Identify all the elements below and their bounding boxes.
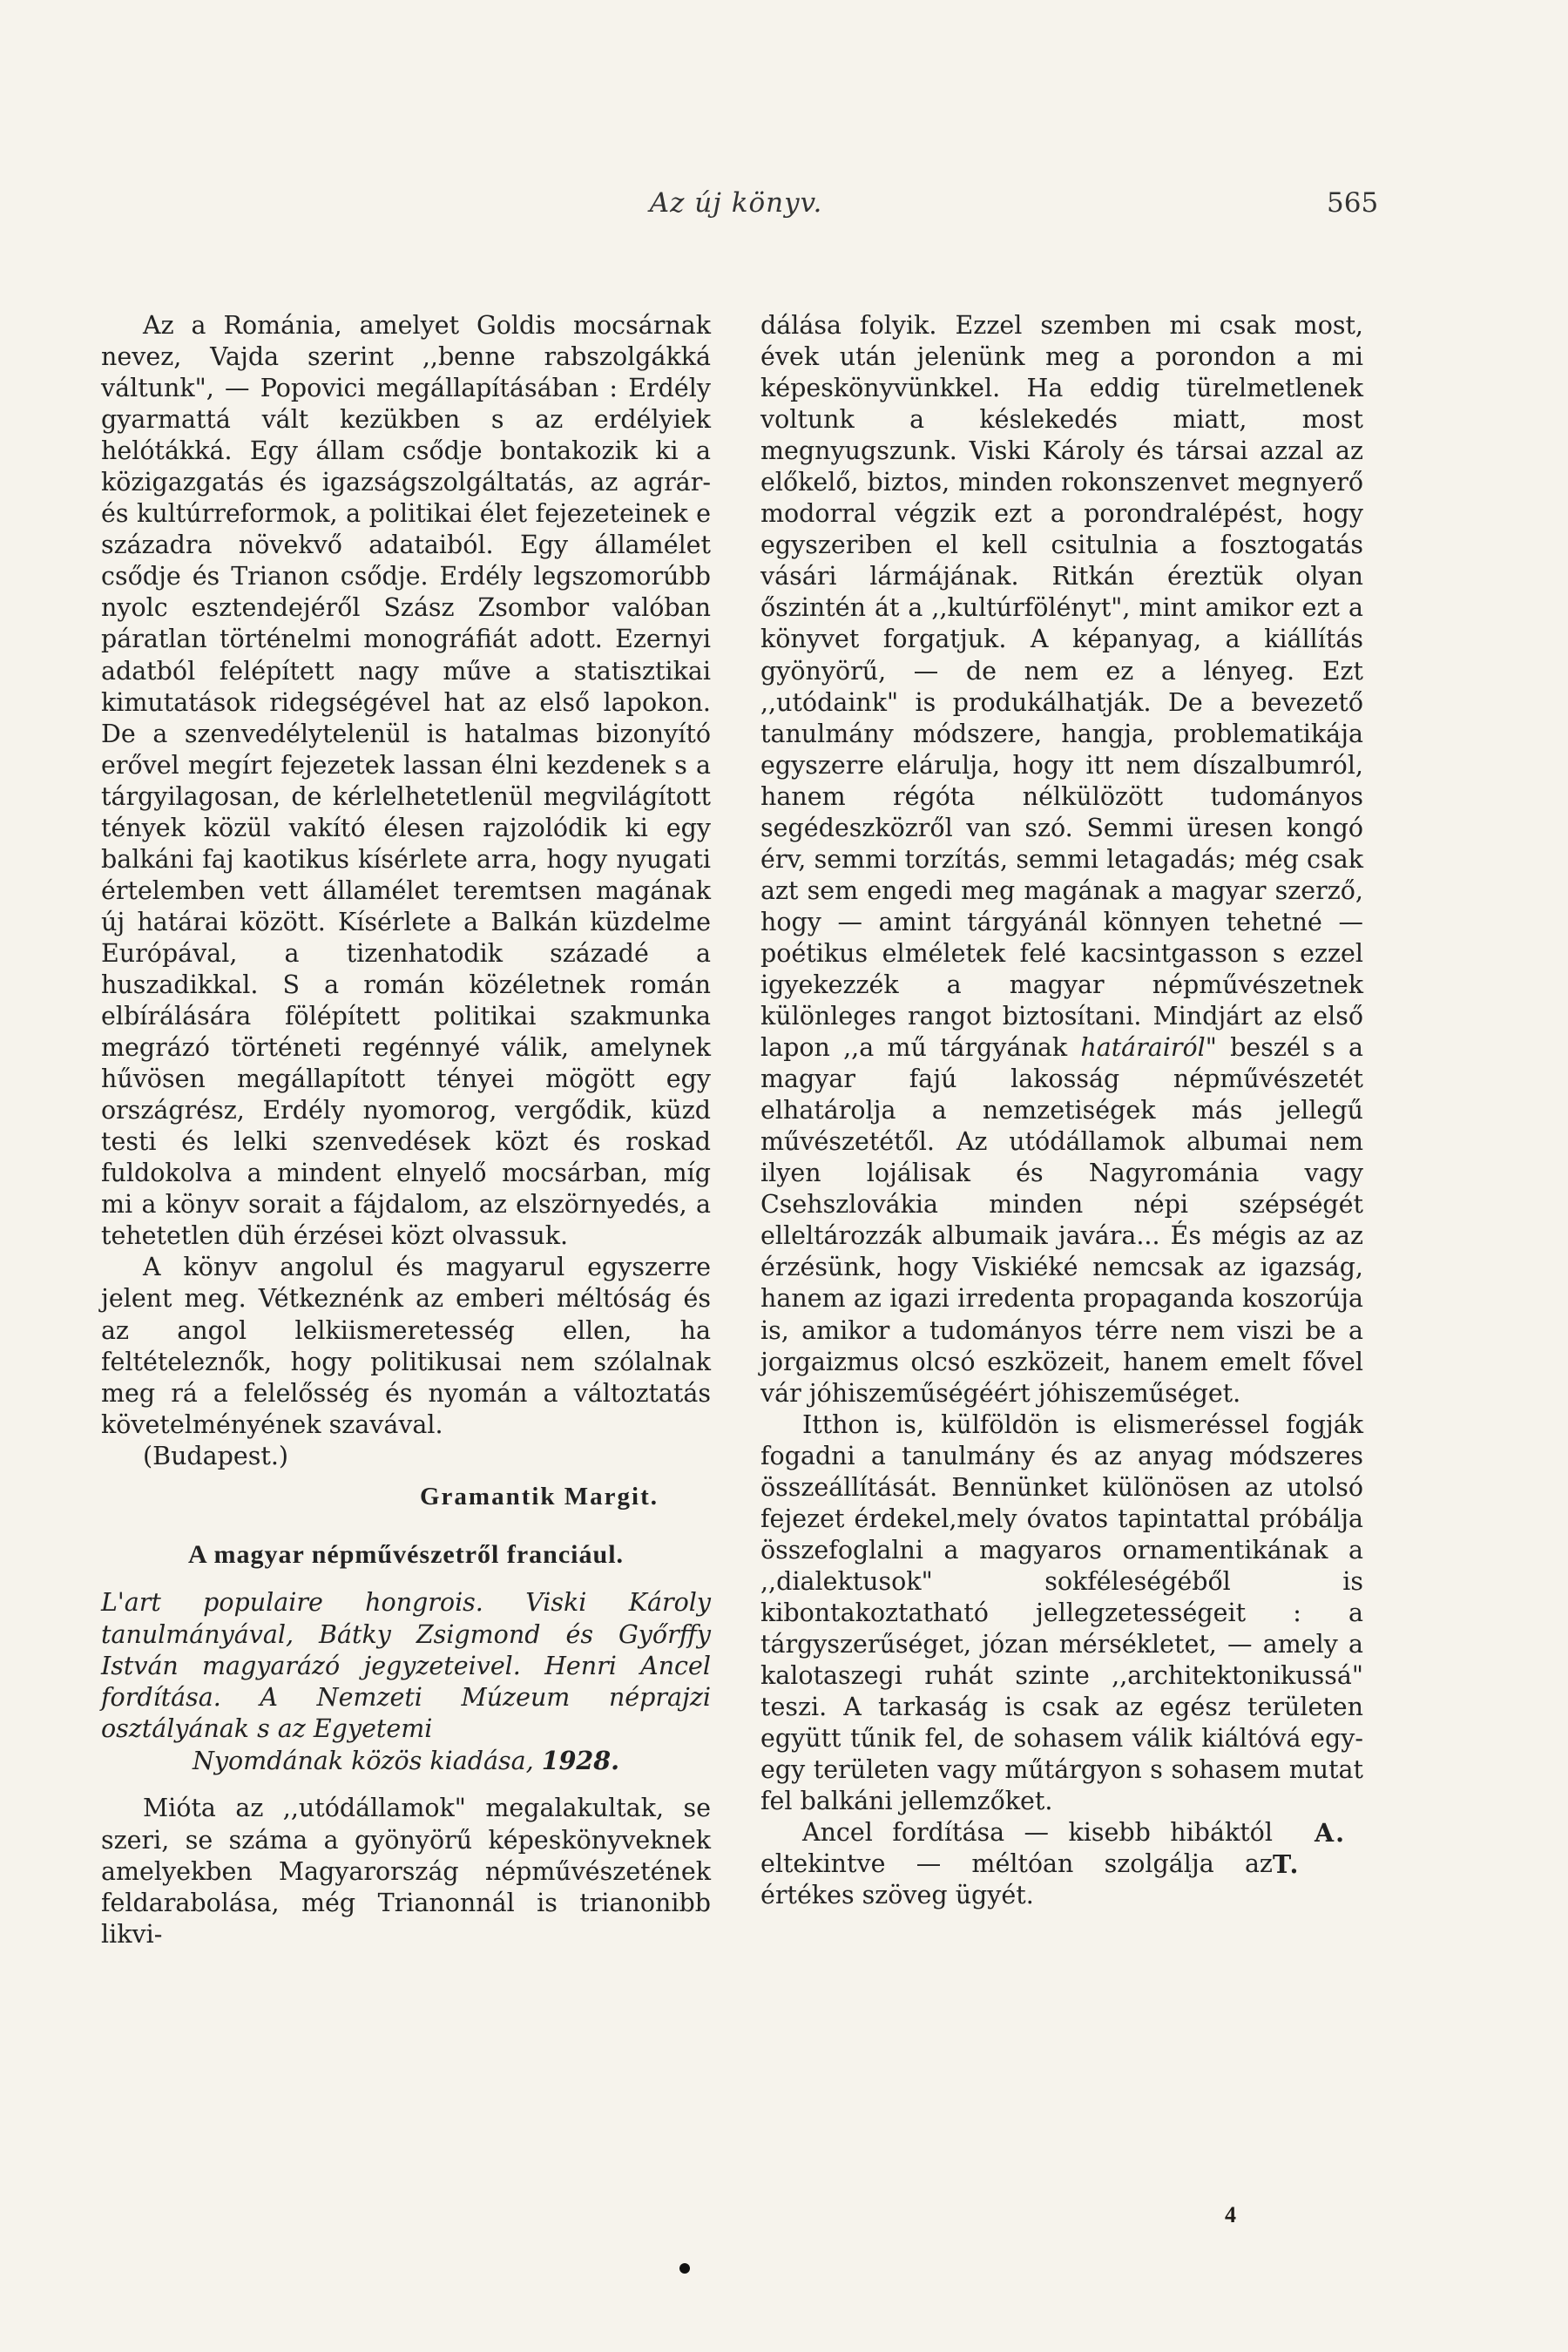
right-paragraph-1-text: dálása folyik. Ezzel szemben mi csak most, évek után jelenünk meg a porondon a mi képeskönyvünkkel. Ha eddig türelmetlenek voltunk a késlekedés miatt, most megnyugszunk. Viski Károly és társai azzal az előkelő, biztos, minden rokonszenvet megnyerő modorral végzik ezt a porondralépést, hogy egyszeriben el kell csitulnia a fosztogatás vásári lármájának. Ritkán éreztük olyan őszintén át a ,,kultúrfölényt", mint amikor ezt a könyvet forgatjuk. A képanyag, a kiállítás gyönyörű, — de nem ez a lényeg. Ezt ,,utódaink" is produkálhatják. De a bevezető tanulmány módszere, hangja, problematikája egyszerre elárulja, hogy itt nem díszalbumról, hanem régóta nélkülözött tudományos segédeszközről van szó. Semmi üresen kongó érv, semmi torzítás, semmi letagadás; még csak azt sem engedi meg magának a magyar szerző, hogy — amint tárgyánál könnyen tehetné — poétikus elméletek felé kacsintgasson s ezzel igyekezzék a magyar népművészetnek különleges rangot biztosítani. Mindjárt az első lapon ,,a mű tárgyának bbox=[760, 311, 1363, 1063]
italic-term: határairól bbox=[1080, 1033, 1206, 1063]
bibliographic-entry bbox=[101, 1587, 711, 1777]
author-signature: Gramantik Margit. bbox=[419, 1482, 659, 1511]
running-header-title: Az új könyv. bbox=[649, 187, 823, 219]
review-heading: A magyar népművészetről franciául. bbox=[187, 1540, 625, 1570]
right-paragraph-1-continuation: " beszél s a magyar fajú lakosság népművészetét elhatárolja a nemzetiségek más jellegű művészetétől. Az utódállamok albumai nem ilyen lojálisak és Nagyrománia vagy Csehszlovákia minden népi szépségét elleltározzák albumaik javára... És mégis az az érzésünk, hogy Viskiéké nemcsak az igazság, hanem az igazi irredenta propaganda koszorúja is, amikor a tudományos térre nem viszi be a jorgaizmus olcsó eszközeit, hanem emelt fővel vár jóhiszeműségéért jóhiszeműséget. bbox=[760, 1033, 1363, 1408]
closing-line bbox=[760, 1817, 1363, 1911]
bibliography-line-2 bbox=[101, 1745, 711, 1777]
left-paragraph-3: Mióta az ,,utódállamok" megalakultak, se szeri, se száma a gyönyörű képeskönyveknek amelyekben Magyarország népművészetének feldarabolása, még Trianonnál is trianonibb likvi- bbox=[101, 1794, 711, 1949]
bibliography-publisher: Nyomdának közös kiadása, bbox=[192, 1747, 534, 1776]
left-column bbox=[101, 310, 711, 1950]
signature-mark: 4 bbox=[1225, 2202, 1236, 2227]
right-paragraph-3: Ancel fordítása — kisebb hibáktól eltekintve — méltóan szolgálja az értékes szöveg ügyét. bbox=[760, 1818, 1273, 1910]
left-paragraph-1: Az a Románia, amelyet Goldis mocsárnak nevez, Vajda szerint ,,benne rabszolgákká váltunk", — Popovici megállapításában : Erdély gyarmattá vált kezükben s az erdélyiek helótákká. Egy állam csődje bontakozik ki a közigazgatás és igazságszolgáltatás, az agrár- és kultúrreformok, a politikai élet fejezeteinek e századra növekvő adataiból. Egy államélet csődje és Trianon csődje. Erdély legszomorúbb nyolc esztendejéről Szász Zsombor valóban páratlan történelmi monográfiát adott. Ezernyi adatból felépített nagy műve a statisztikai kimutatások ridegségével hat az első lapokon. De a szenvedélytelenül is hatalmas bizonyító erővel megírt fejezetek lassan élni kezdenek s a tárgyilagosan, de kérlelhetetlenül megvilágított tények közül vakító élesen rajzolódik ki egy balkáni faj kaotikus kísérlete arra, hogy nyugati értelemben vett államélet teremtsen magának új határai között. Kísérlete a Balkán küzdelme Európával, a tizenhatodik századé a huszadikkal. S a román közéletnek román elbírálására fölépített politikai szakmunka megrázó történeti regénnyé válik, amelynek hűvösen megállapított tényei mögött egy országrész, Erdély nyomorog, vergődik, küzd testi és lelki szenvedések közt és roskad fuldokolva a mindent elnyelő mocsárban, míg mi a könyv sorait a fájdalom, az elszörnyedés, a tehetetlen düh érzései közt olvassuk. bbox=[101, 311, 711, 1251]
reviewer-initials: A. T. bbox=[1272, 1818, 1346, 1880]
dateline: (Budapest.) bbox=[143, 1441, 289, 1470]
printer-dot-mark bbox=[679, 2263, 690, 2274]
left-paragraph-2: A könyv angolul és magyarul egyszerre jelent meg. Vétkeznénk az emberi méltóság és az angol lelkiismeretesség ellen, ha feltételeznők, hogy politikusai nem szólalnak meg rá a felelősség és nyomán a változtatás követelményének szavával. bbox=[101, 1253, 711, 1439]
right-paragraph-2: Itthon is, külföldön is elismeréssel fogják fogadni a tanulmány és az anyag módszeres összeállítását. Bennünket különösen az utolsó fejezet érdekel,mely óvatos tapintattal próbálja összefoglalni a magyaros ornamentikának a ,,dialektusok" sokféleségéből is kibontakoztatható jellegzetességeit : a tárgyszerűséget, józan mérsékletet, — amely a kalotaszegi ruhát szinte ,,architektonikussá" teszi. A tarkaság is csak az egész területen együtt tűnik fel, de sohasem válik kiáltóvá egy-egy területen vagy műtárgyon s sohasem mutat fel balkáni jellemzőket. bbox=[760, 1409, 1363, 1816]
bibliography-line-1: L'art populaire hongrois. Viski Károly tanulmányával, Bátky Zsigmond és Győrffy István magyarázó jegyzeteivel. Henri Ancel fordítása. A Nemzeti Múzeum néprajzi osztályának s az Egyetemi bbox=[101, 1588, 711, 1744]
page-number: 565 bbox=[1327, 187, 1379, 219]
bibliography-year: 1928. bbox=[541, 1746, 620, 1776]
right-paragraph-1 bbox=[760, 310, 1363, 1409]
right-column bbox=[760, 310, 1363, 1911]
